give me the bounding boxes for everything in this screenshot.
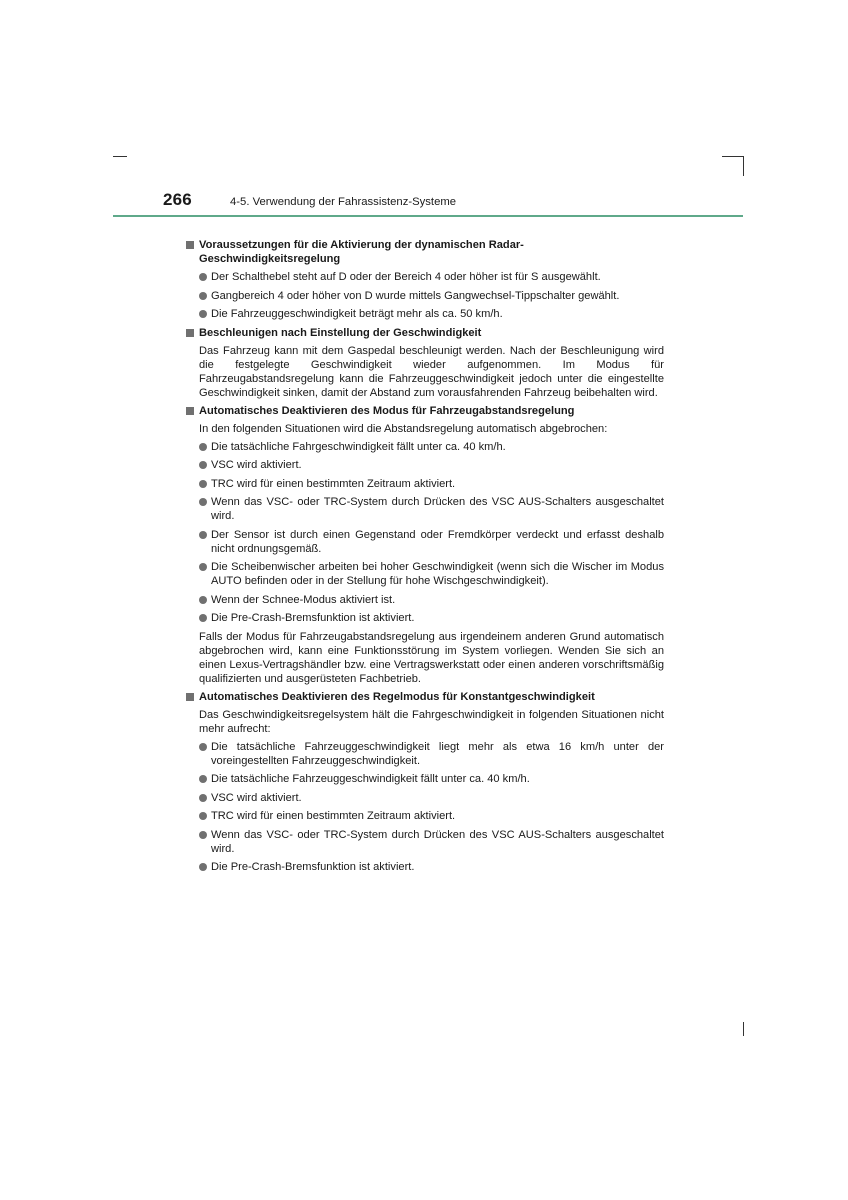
bullet-text: Die Pre-Crash-Bremsfunktion ist aktiviert. [211, 861, 415, 873]
chapter-section-title: 4-5. Verwendung der Fahrassistenz-Systeme [230, 196, 457, 208]
round-bullet-icon [199, 775, 207, 783]
bullet-item [186, 458, 664, 472]
round-bullet-icon [199, 461, 207, 469]
bullet-text: Der Sensor ist durch einen Gegenstand oder Fremdkörper verdeckt und erfasst deshalb nicht ordnungsgemäß. [211, 528, 664, 555]
round-bullet-icon [199, 273, 207, 281]
bullet-text: Wenn das VSC- oder TRC-System durch Drücken des VSC AUS-Schalters ausgeschaltet wird. [211, 828, 664, 855]
round-bullet-icon [199, 310, 207, 318]
section-heading [186, 690, 664, 704]
page-number: 266 [163, 190, 192, 209]
paragraph: In den folgenden Situationen wird die Abstandsregelung automatisch abgebrochen: [199, 422, 608, 435]
crop-mark-bottom-right-v [743, 1022, 744, 1036]
round-bullet-icon [199, 863, 207, 871]
bullet-text: VSC wird aktiviert. [211, 459, 302, 471]
bullet-text: Die Scheibenwischer arbeiten bei hoher Geschwindigkeit (wenn sich die Wischer im Modus AUTO befinden oder in der Stellung für hohe Wischgeschwindigkeit). [211, 561, 664, 587]
round-bullet-icon [199, 498, 207, 506]
bullet-item [186, 289, 664, 303]
section-heading-text: Voraussetzungen für die Aktivierung der dynamischen Radar-Geschwindigkeitsregelung [199, 239, 524, 265]
bullet-item [186, 270, 664, 284]
bullet-text: Wenn das VSC- oder TRC-System durch Drücken des VSC AUS-Schalters ausgeschaltet wird. [211, 496, 664, 522]
bullet-item [186, 440, 664, 454]
bullet-text: Die Fahrzeuggeschwindigkeit beträgt mehr als ca. 50 km/h. [211, 308, 503, 320]
round-bullet-icon [199, 831, 207, 839]
bullet-item [186, 791, 664, 805]
bullet-item [186, 809, 664, 823]
bullet-item [186, 593, 664, 607]
round-bullet-icon [199, 563, 207, 571]
paragraph: Das Geschwindigkeitsregelsystem hält die Fahrgeschwindigkeit in folgenden Situationen nicht mehr aufrecht: [199, 708, 664, 735]
round-bullet-icon [199, 292, 207, 300]
bullet-item [186, 860, 664, 874]
bullet-text: Wenn der Schnee-Modus aktiviert ist. [211, 593, 396, 606]
bullet-item [186, 611, 664, 625]
round-bullet-icon [199, 531, 207, 539]
bullet-item [186, 740, 664, 768]
section-heading-text: Automatisches Deaktivieren des Modus für Fahrzeugabstandsregelung [199, 404, 575, 417]
bullet-item [186, 307, 664, 321]
bullet-item [186, 477, 664, 491]
paragraph: Das Fahrzeug kann mit dem Gaspedal beschleunigt werden. Nach der Beschleunigung wird die festgelegte Geschwindigkeit wieder aufgenommen. Im Modus für Fahrzeugabstandsregelung kann die Fahrzeuggeschwindigkeit jedoch unter die eingestellte Geschwindigkeit sinken, damit der Abstand zum vorausfahrenden Fahrzeug beibehalten wird. [199, 344, 664, 399]
crop-mark-top-right-v [743, 156, 744, 176]
bullet-text: Die tatsächliche Fahrzeuggeschwindigkeit liegt mehr als etwa 16 km/h unter der voreingestellten Fahrzeuggeschwindigkeit. [211, 740, 664, 767]
bullet-text: TRC wird für einen bestimmten Zeitraum aktiviert. [211, 477, 456, 490]
bullet-item [186, 528, 664, 556]
bullet-text: Gangbereich 4 oder höher von D wurde mittels Gangwechsel-Tippschalter gewählt. [211, 289, 620, 302]
crop-mark-top-right-h [722, 156, 743, 157]
bullet-item [186, 560, 664, 588]
paragraph: Falls der Modus für Fahrzeugabstandsregelung aus irgendeinem anderen Grund automatisch abgebrochen wird, kann eine Funktionsstörung im System vorliegen. Wenden Sie sich an einen Lexus-Vertragshändler bzw. eine Vertragswerkstatt oder einen anderen vorschriftsmäßig qualifizierten und ausgerüsteten Fachbetrieb. [199, 630, 664, 685]
bullet-text: VSC wird aktiviert. [211, 791, 302, 804]
square-bullet-icon [186, 407, 194, 415]
section-heading [186, 404, 664, 418]
round-bullet-icon [199, 596, 207, 604]
round-bullet-icon [199, 443, 207, 451]
bullet-text: Die tatsächliche Fahrzeuggeschwindigkeit fällt unter ca. 40 km/h. [211, 773, 530, 785]
square-bullet-icon [186, 329, 194, 337]
bullet-text: Die tatsächliche Fahrgeschwindigkeit fällt unter ca. 40 km/h. [211, 440, 506, 453]
section-heading [186, 238, 664, 266]
round-bullet-icon [199, 480, 207, 488]
round-bullet-icon [199, 614, 207, 622]
square-bullet-icon [186, 241, 194, 249]
bullet-item [186, 495, 664, 523]
section-heading-text: Beschleunigen nach Einstellung der Geschwindigkeit [199, 326, 482, 339]
bullet-text: Der Schalthebel steht auf D oder der Bereich 4 oder höher ist für S ausgewählt. [211, 271, 601, 283]
page-content [186, 238, 664, 879]
section-heading [186, 326, 664, 340]
round-bullet-icon [199, 812, 207, 820]
bullet-text: TRC wird für einen bestimmten Zeitraum aktiviert. [211, 810, 456, 822]
bullet-item [186, 772, 664, 786]
round-bullet-icon [199, 743, 207, 751]
crop-mark-top-left [113, 156, 127, 157]
square-bullet-icon [186, 693, 194, 701]
bullet-item [186, 828, 664, 856]
bullet-text: Die Pre-Crash-Bremsfunktion ist aktiviert. [211, 612, 415, 624]
header-rule [113, 215, 743, 217]
section-heading-text: Automatisches Deaktivieren des Regelmodus für Konstantgeschwindigkeit [199, 690, 595, 703]
round-bullet-icon [199, 794, 207, 802]
